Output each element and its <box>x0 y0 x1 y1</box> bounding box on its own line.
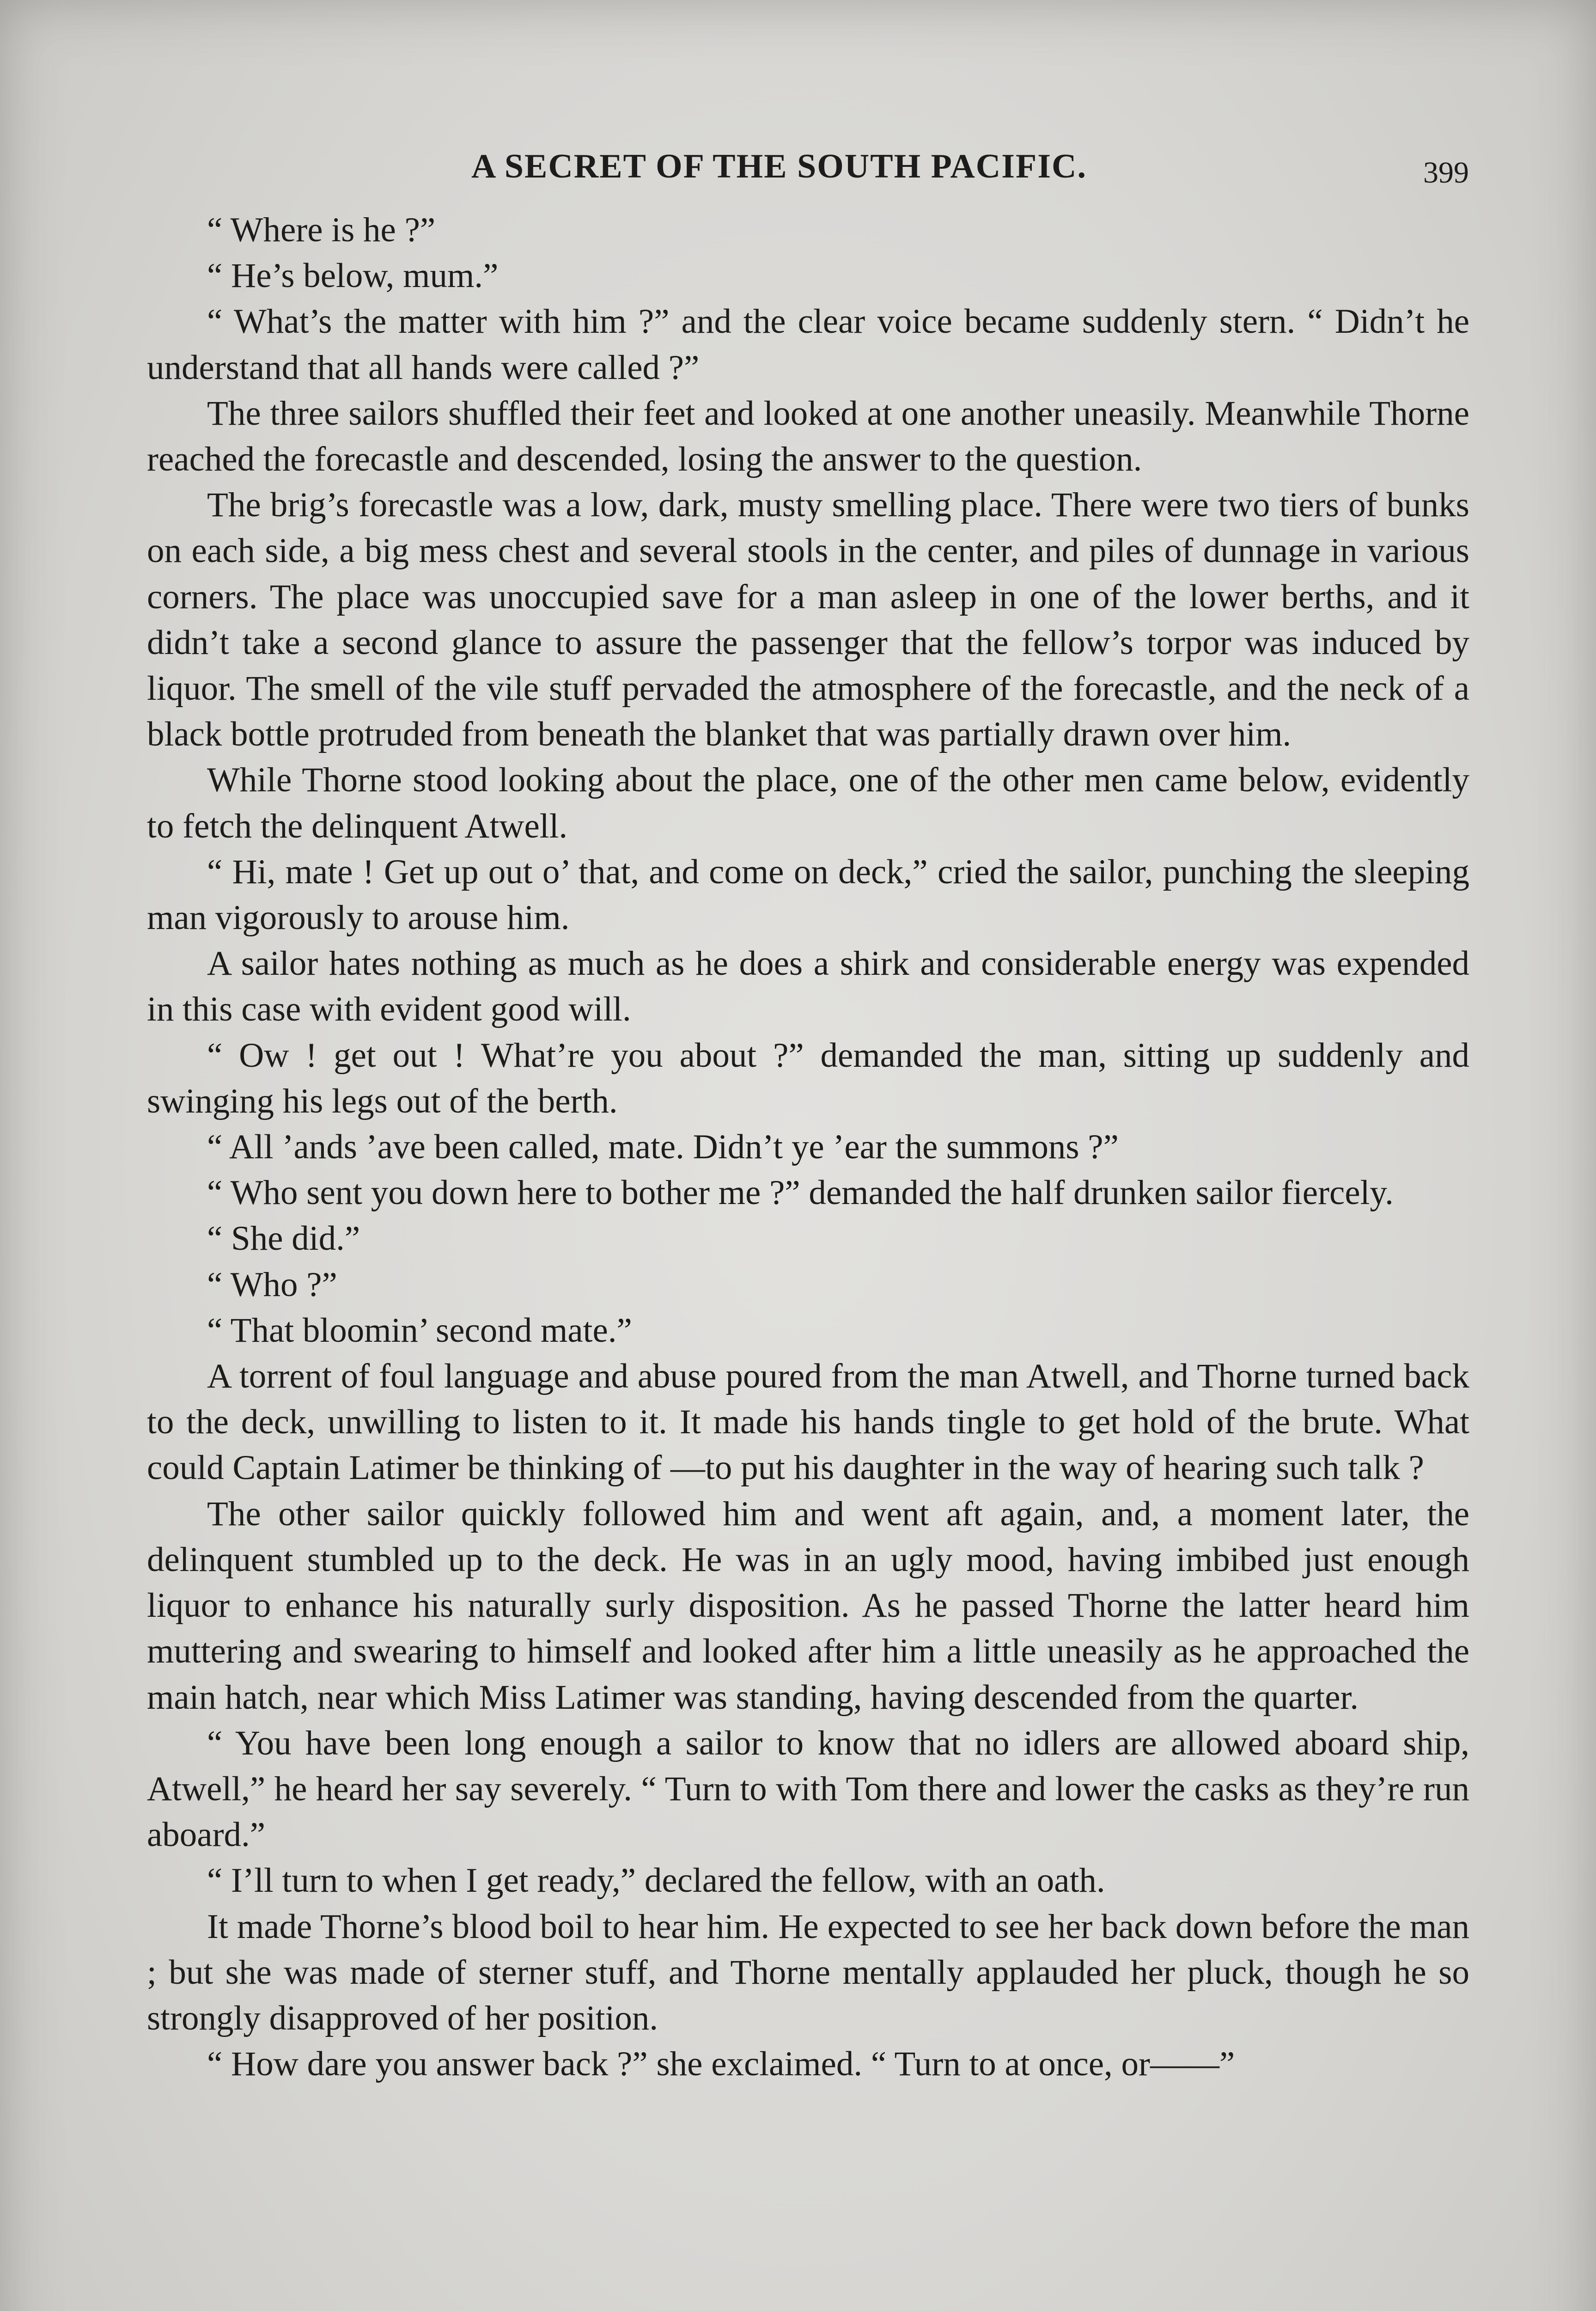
paragraph: A sailor hates nothing as much as he does a shirk and considerable energy was expended in this case with evident good will. <box>147 944 1469 1029</box>
paragraph: “ He’s below, mum.” <box>207 257 499 295</box>
running-title: A SECRET OF THE SOUTH PACIFIC. <box>471 147 1087 185</box>
paragraph: “ Who sent you down here to bother me ?” demanded the half drunken sailor fiercely. <box>207 1174 1394 1212</box>
paragraph: “ She did.” <box>207 1219 360 1258</box>
paragraph: “ Ow ! get out ! What’re you about ?” demanded the man, sitting up suddenly and swinging his legs out of the berth. <box>147 1036 1469 1120</box>
paragraph: The three sailors shuffled their feet and looked at one another uneasily. Meanwhile Thorne reached the forecastle and descended, losing the answer to the question. <box>147 394 1469 479</box>
paragraph: “ That bloomin’ second mate.” <box>207 1311 632 1350</box>
paragraph: “ What’s the matter with him ?” and the clear voice became suddenly stern. “ Didn’t he understand that all hands were called ?” <box>147 302 1469 387</box>
paragraph: “ All ’ands ’ave been called, mate. Didn’t ye ’ear the summons ?” <box>207 1128 1119 1167</box>
paragraph: It made Thorne’s blood boil to hear him. He expected to see her back down before the man ; but she was made of sterner stuff, and Thorne mentally applauded her pluck, though he so strongly disapproved of her position. <box>147 1907 1469 2037</box>
paragraph: “ Where is he ?” <box>207 211 436 249</box>
body-text <box>147 207 1469 2087</box>
paragraph: The other sailor quickly followed him and went aft again, and, a moment later, the delinquent stumbled up to the deck. He was in an ugly mood, having imbibed just enough liquor to enhance his naturally surly disposition. As he passed Thorne the latter heard him muttering and swearing to himself and looked after him a little uneasily as he approached the main hatch, near which Miss Latimer was standing, having descended from the quarter. <box>147 1494 1469 1717</box>
paragraph: “ I’ll turn to when I get ready,” declared the fellow, with an oath. <box>207 1861 1105 1900</box>
page-number: 399 <box>1423 156 1469 190</box>
page-header <box>0 147 1596 193</box>
paragraph: “ Hi, mate ! Get up out o’ that, and come on deck,” cried the sailor, punching the sleeping man vigorously to arouse him. <box>147 852 1469 937</box>
paragraph: While Thorne stood looking about the place, one of the other men came below, evidently to fetch the delinquent Atwell. <box>147 761 1469 845</box>
paragraph: “ You have been long enough a sailor to know that no idlers are allowed aboard ship, Atwell,” he heard her say severely. “ Turn to with Tom there and lower the casks as they’re run aboard.” <box>147 1724 1469 1854</box>
paragraph: “ Who ?” <box>207 1265 337 1304</box>
paragraph: A torrent of foul language and abuse poured from the man Atwell, and Thorne turned back to the deck, unwilling to listen to it. It made his hands tingle to get hold of the brute. What could Captain Latimer be thinking of —to put his daughter in the way of hearing such talk ? <box>147 1357 1469 1487</box>
paragraph: The brig’s forecastle was a low, dark, musty smelling place. There were two tiers of bunks on each side, a big mess chest and several stools in the center, and piles of dunnage in various corners. The place was unoccupied save for a man asleep in one of the lower berths, and it didn’t take a second glance to assure the passenger that the fellow’s torpor was induced by liquor. The smell of the vile stuff pervaded the atmosphere of the forecastle, and the neck of a black bottle protruded from beneath the blanket that was partially drawn over him. <box>147 486 1469 754</box>
paragraph: “ How dare you answer back ?” she exclaimed. “ Turn to at once, or——” <box>207 2045 1235 2084</box>
